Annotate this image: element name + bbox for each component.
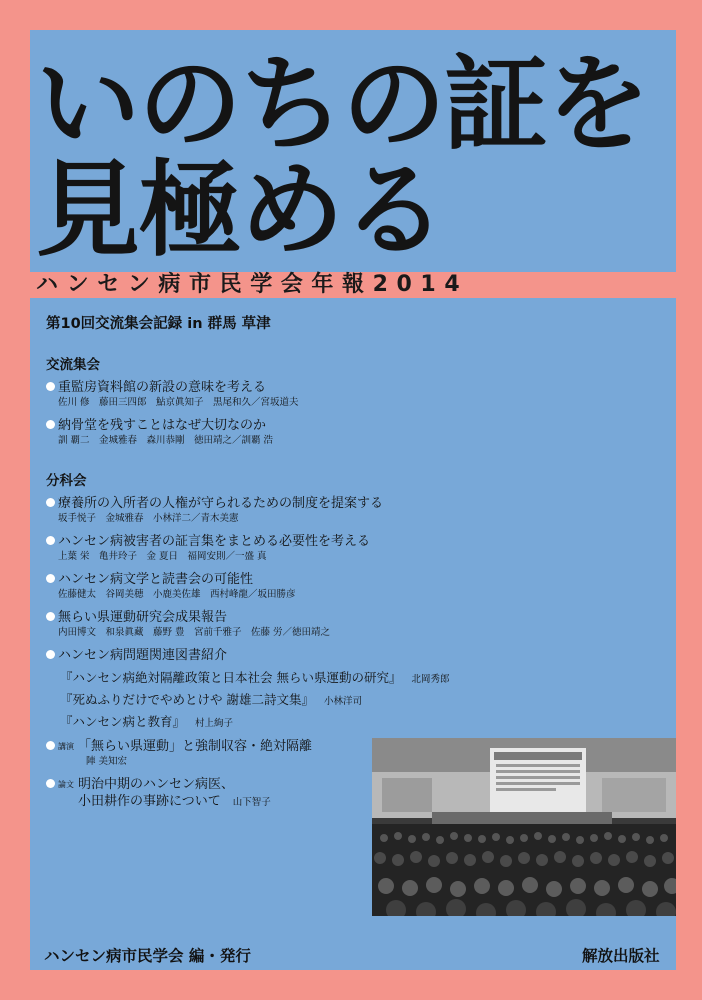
- list-item: [46, 379, 666, 409]
- item-authors: 内田博文 和泉眞藏 藤野 豊 宮前千雅子 佐藤 労／徳田靖之: [58, 627, 331, 638]
- book-author: 北岡秀郎: [411, 674, 450, 685]
- bullet-icon: [46, 382, 55, 391]
- item-title: 無らい県運動研究会成果報告: [58, 610, 228, 625]
- book-row: [60, 712, 666, 730]
- book-author: 小林洋司: [323, 696, 362, 707]
- bullet-icon: [46, 498, 55, 507]
- item-authors: 佐川 修 藤田三四郎 鮎京眞知子 黒尾和久／宮坂道夫: [58, 397, 299, 408]
- item-authors: 上葉 栄 亀井玲子 金 夏日 福岡安則／一盛 真: [58, 551, 267, 562]
- item-title: ハンセン病文学と読書会の可能性: [58, 572, 254, 587]
- publisher-name: 解放出版社: [582, 947, 660, 965]
- section-heading-exchange: 交流集会: [46, 357, 100, 373]
- bullet-icon: [46, 612, 55, 621]
- title-line-2: 見極める: [36, 148, 445, 271]
- item-authors: 訓 覇二 金城雅春 森川恭剛 徳田靖之／訓覇 浩: [58, 435, 274, 446]
- item-title: 療養所の入所者の人権が守られるための制度を提案する: [58, 496, 384, 511]
- conference-hall-photo: [372, 738, 676, 916]
- book-title: 『死ぬふりだけでやめとけや 謝雄二詩文集』: [60, 692, 314, 707]
- book-row: [60, 668, 666, 686]
- bullet-icon: [46, 779, 55, 788]
- list-item: [46, 417, 666, 447]
- paper-author: 山下智子: [232, 797, 271, 808]
- bullet-icon: [46, 741, 55, 750]
- paper-title-line-2: 小田耕作の事跡について: [78, 794, 221, 809]
- lecture-title: 「無らい県運動」と強制収容・絶対隔離: [78, 739, 313, 754]
- lecture-tag: 講演: [58, 742, 74, 751]
- book-author: 村上絢子: [195, 718, 234, 729]
- section-heading-breakout: 分科会: [46, 473, 87, 489]
- book-title: 『ハンセン病絶対隔離政策と日本社会 無らい県運動の研究』: [60, 670, 402, 685]
- list-item: [46, 495, 666, 525]
- books-heading: ハンセン病問題関連図書紹介: [58, 648, 228, 663]
- list-item: [46, 609, 666, 639]
- lecture-author: 陣 美知宏: [86, 756, 128, 767]
- item-authors: 坂手悦子 金城雅春 小林洋二／青木美憲: [58, 513, 239, 524]
- publisher-editor: ハンセン病市民学会 編・発行: [44, 947, 251, 965]
- books-block: [46, 647, 666, 730]
- item-title: 重監房資料館の新設の意味を考える: [58, 380, 267, 395]
- conference-heading: 第10回交流集会記録 in 群馬 草津: [46, 316, 271, 332]
- series-title: ハンセン病市民学会年報2014: [36, 272, 469, 297]
- item-title: ハンセン病被害者の証言集をまとめる必要性を考える: [58, 534, 371, 549]
- paper-tag: 論文: [58, 780, 74, 789]
- bullet-icon: [46, 574, 55, 583]
- bullet-icon: [46, 420, 55, 429]
- paper-title-line-1: 明治中期のハンセン病医、: [78, 777, 235, 792]
- book-row: [60, 690, 666, 708]
- list-item: [46, 571, 666, 601]
- list-item: [46, 533, 666, 563]
- title-line-1: いのちの証を: [36, 42, 649, 165]
- book-title: 『ハンセン病と教育』: [60, 714, 186, 729]
- item-authors: 佐藤健太 谷岡美穂 小鹿美佐雄 西村峰龍／坂田勝彦: [58, 589, 296, 600]
- bullet-icon: [46, 536, 55, 545]
- item-title: 納骨堂を残すことはなぜ大切なのか: [58, 418, 267, 433]
- bullet-icon: [46, 650, 55, 659]
